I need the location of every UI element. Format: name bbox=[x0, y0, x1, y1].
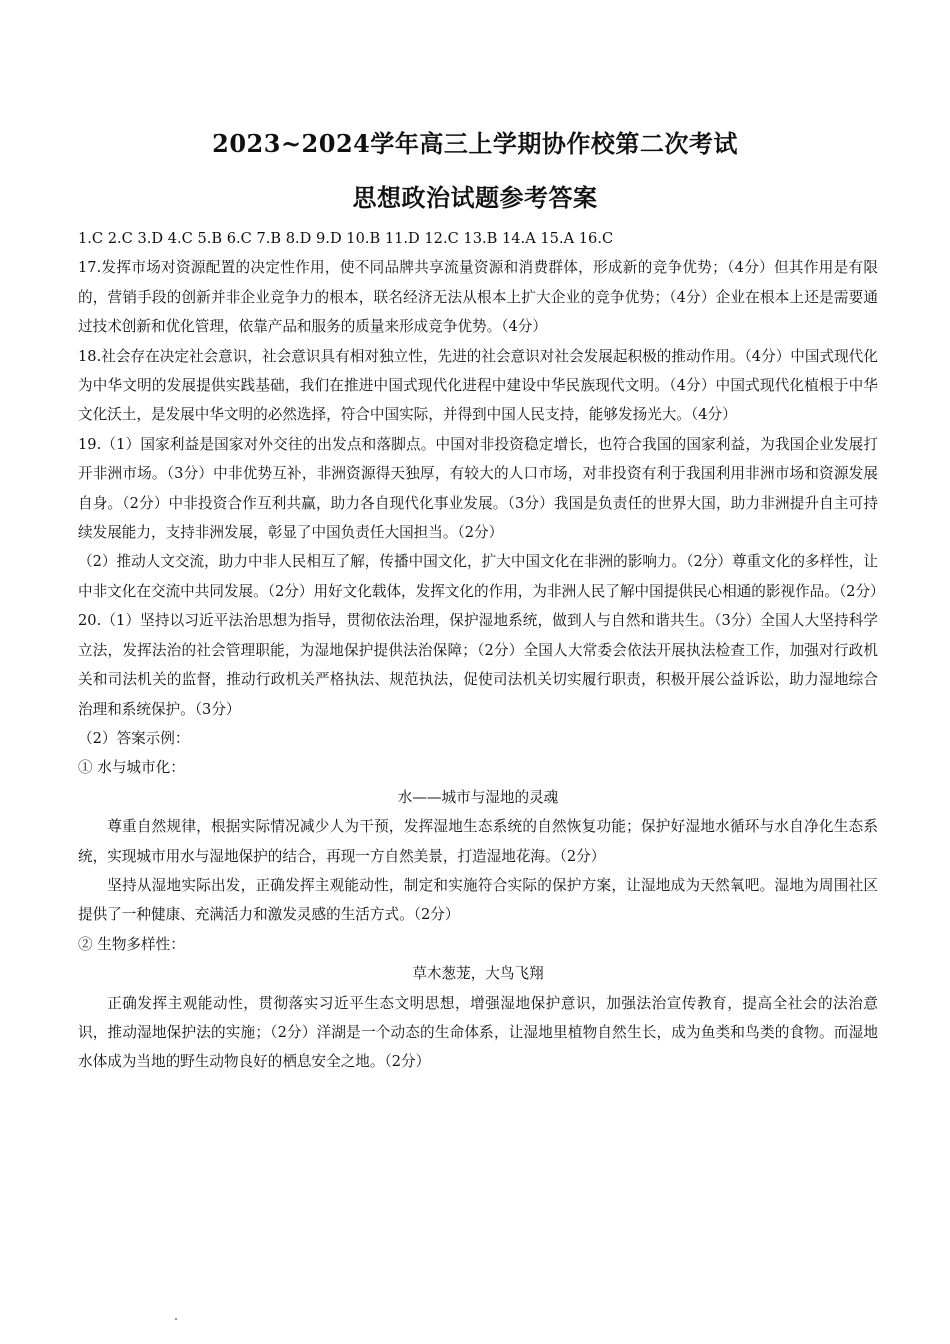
example1-paragraph1: 尊重自然规律，根据实际情况减少人为干预，发挥湿地生态系统的自然恢复功能；保护好湿地水循环与水自净化生态系统，实现城市用水与湿地保护的结合，再现一方自然美景，打造湿地花海。（2分） bbox=[78, 818, 878, 865]
example1-label: ① 水与城市化： bbox=[78, 759, 185, 777]
answer-content bbox=[78, 224, 885, 1077]
document-subtitle: 思想政治试题参考答案 bbox=[352, 183, 598, 212]
answer-q20-part1: 20.（1）坚持以习近平法治思想为指导，贯彻依法治理，保护湿地系统，做到人与自然和谐共生。（3分）全国人大坚持科学立法，发挥法治的社会管理职能，为湿地保护提供法治保障；（2分）全国人大常委会依法开展执法检查工作，加强对行政机关和司法机关的监督，推动行政机关严格执法、规范执法，促使司法机关切实履行职责，积极开展公益诉讼，助力湿地综合治理和系统保护。（3分） bbox=[78, 612, 878, 718]
multiple-choice-answers: 1.C 2.C 3.D 4.C 5.B 6.C 7.B 8.D 9.D 10.B 11.D 12.C 13.B 14.A 15.A 16.C bbox=[78, 230, 614, 247]
answer-q19-part1: 19.（1）国家利益是国家对外交往的出发点和落脚点。中国对非投资稳定增长，也符合我国的国家利益，为我国企业发展打开非洲市场。（3分）中非优势互补，非洲资源得天独厚，有较大的人口市场，对非投资有利于我国利用非洲市场和资源发展自身。（2分）中非投资合作互利共赢，助力各自现代化事业发展。（3分）我国是负责任的世界大国，助力非洲提升自主可持续发展能力，支持非洲发展，彰显了中国负责任大国担当。（2分） bbox=[78, 435, 878, 542]
document-title: 2023~2024学年高三上学期协作校第二次考试 bbox=[212, 129, 738, 158]
example1-paragraph2: 坚持从湿地实际出发，正确发挥主观能动性，制定和实施符合实际的保护方案，让湿地成为天然氧吧。湿地为周围社区提供了一种健康、充满活力和激发灵感的生活方式。（2分） bbox=[78, 876, 878, 924]
answer-q19-part2: （2）推动人文交流，助力中非人民相互了解，传播中国文化，扩大中国文化在非洲的影响力。（2分）尊重文化的多样性，让中非文化在交流中共同发展。（2分）用好文化载体，发挥文化的作用，为非洲人民了解中国提供民心相通的影视作品。（2分） bbox=[78, 553, 885, 600]
example2-label: ② 生物多样性： bbox=[78, 935, 185, 953]
answer-q20-part2-intro: （2）答案示例： bbox=[78, 729, 190, 747]
example2-heading: 草木葱茏，大鸟飞翔 bbox=[412, 965, 544, 983]
answer-q18: 18.社会存在决定社会意识，社会意识具有相对独立性，先进的社会意识对社会发展起积极的推动作用。（4分）中国式现代化为中华文明的发展提供实践基础，我们在推进中国式现代化进程中建设中华民族现代文明。（4分）中国式现代化植根于中华文化沃土，是发展中华文明的必然选择，符合中国实际，并得到中国人民支持，能够发扬光大。（4分） bbox=[78, 347, 878, 424]
example2-paragraph1: 正确发挥主观能动性，贯彻落实习近平生态文明思想，增强湿地保护意识，加强法治宣传教育，提高全社会的法治意识，推动湿地保护法的实施；（2分）洋湖是一个动态的生命体系，让湿地里植物自然生长，成为鱼类和鸟类的食物。而湿地水体成为当地的野生动物良好的栖息安全之地。（2分） bbox=[78, 994, 878, 1071]
example1-heading: 水——城市与湿地的灵魂 bbox=[397, 788, 559, 806]
page-footer-mark bbox=[175, 1318, 177, 1320]
answer-q17: 17.发挥市场对资源配置的决定性作用，使不同品牌共享流量资源和消费群体，形成新的竞争优势；（4分）但其作用是有限的，营销手段的创新并非企业竞争力的根本，联名经济无法从根本上扩大企业的竞争优势；（4分）企业在根本上还是需要通过技术创新和优化管理，依靠产品和服务的质量来形成竞争优势。（4分） bbox=[78, 259, 878, 336]
